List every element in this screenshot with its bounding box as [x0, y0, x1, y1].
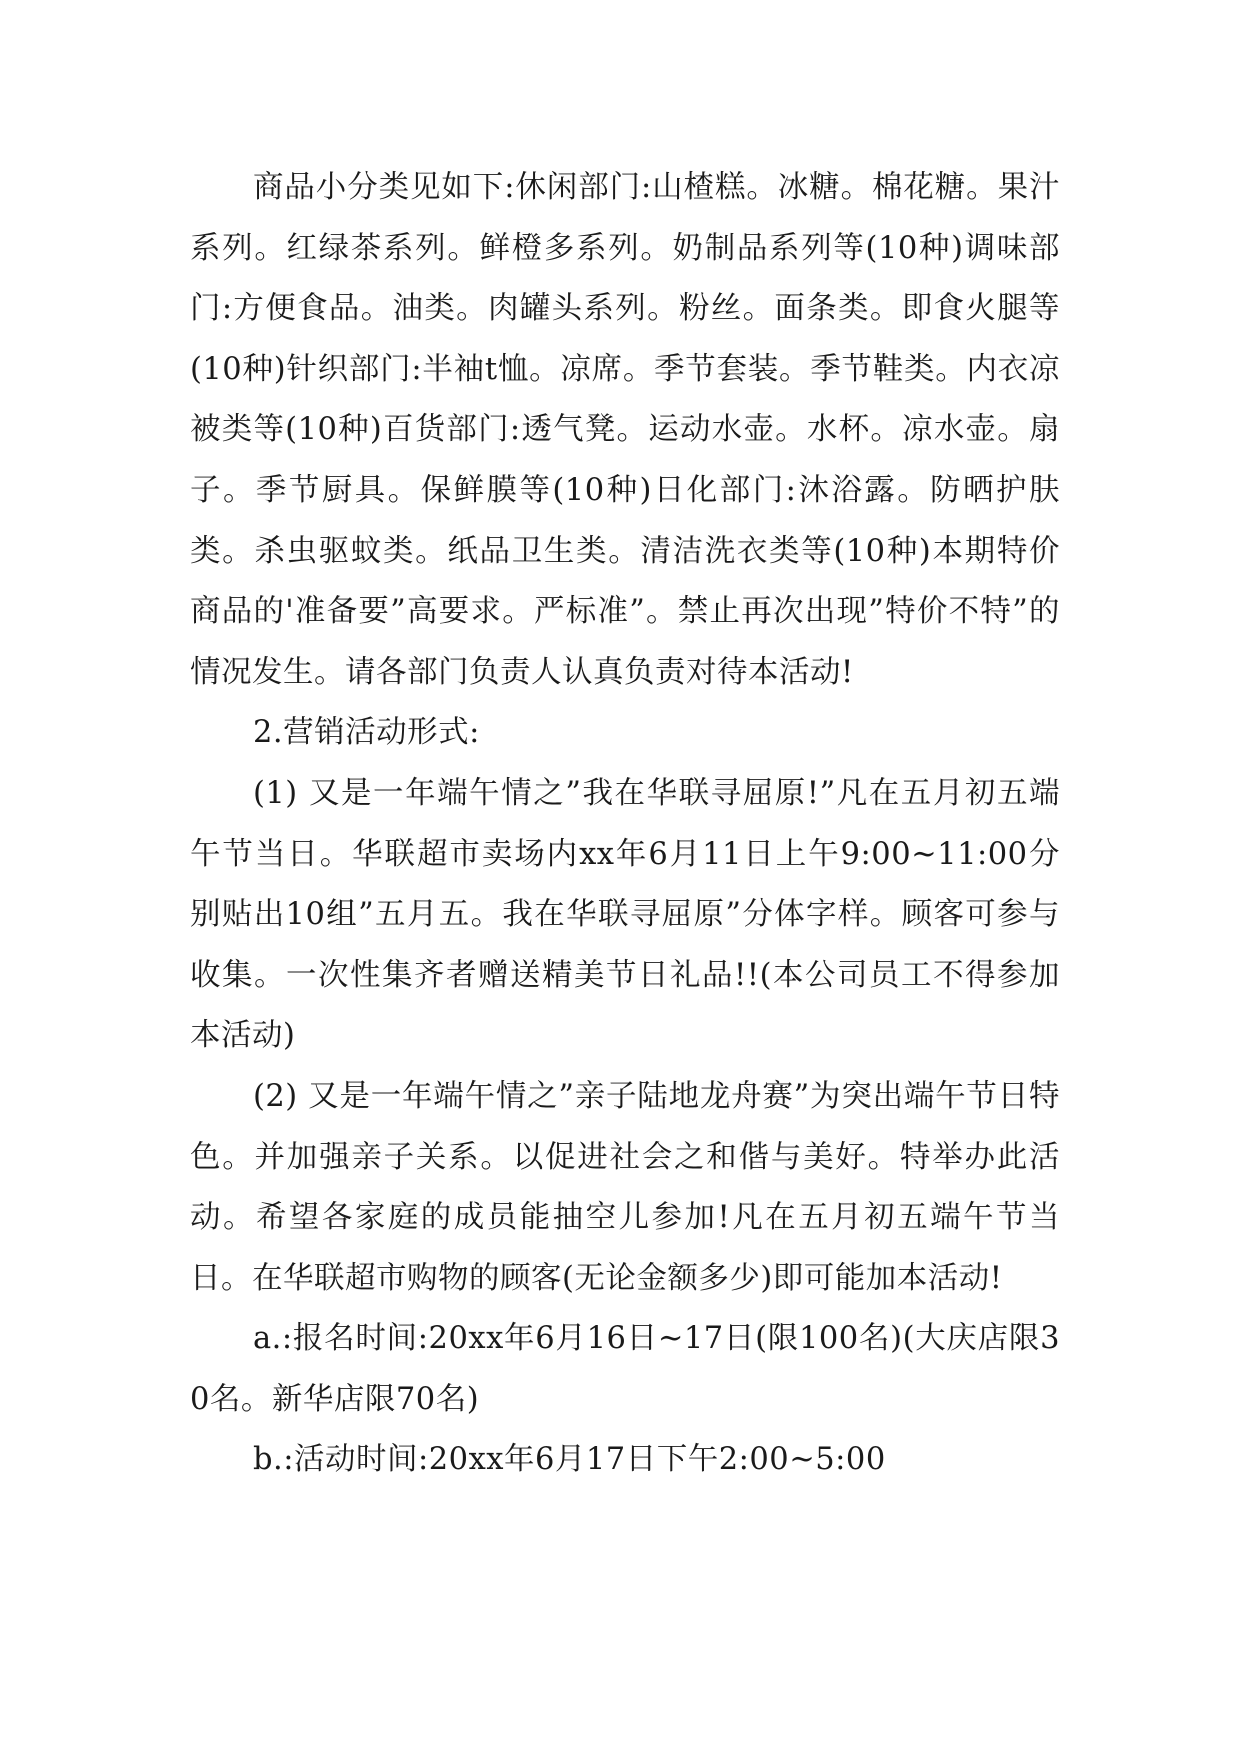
paragraph-activity-2: (2) 又是一年端午情之”亲子陆地龙舟赛”为突出端午节日特色。并加强亲子关系。以促进社会之和偕与美好。特举办此活动。希望各家庭的成员能抽空儿参加!凡在五月初五端午节当日。在华联超市购物的顾客(无论金额多少)即可能加本活动!: [190, 1078, 1060, 1296]
paragraph-activity-time: b.:活动时间:20xx年6月17日下午2:00~5:00: [253, 1442, 886, 1478]
document-body: [190, 158, 1060, 1491]
paragraph-activity-1: (1) 又是一年端午情之”我在华联寻屈原!”凡在五月初五端午节当日。华联超市卖场内xx年6月11日上午9:00~11:00分别贴出10组”五月五。我在华联寻屈原”分体字样。顾客可参与收集。一次性集齐者赠送精美节日礼品!!(本公司员工不得参加本活动): [190, 775, 1060, 1054]
paragraph-product-categories: 商品小分类见如下:休闲部门:山楂糕。冰糖。棉花糖。果汁系列。红绿茶系列。鲜橙多系列。奶制品系列等(10种)调味部门:方便食品。油类。肉罐头系列。粉丝。面条类。即食火腿等(10种)针织部门:半袖t恤。凉席。季节套装。季节鞋类。内衣凉被类等(10种)百货部门:透气凳。运动水壶。水杯。凉水壶。扇子。季节厨具。保鲜膜等(10种)日化部门:沐浴露。防晒护肤类。杀虫驱蚊类。纸品卫生类。清洁洗衣类等(10种)本期特价商品的'准备要”高要求。严标准”。禁止再次出现”特价不特”的情况发生。请各部门负责人认真负责对待本活动!: [190, 170, 1060, 690]
paragraph-registration-time: a.:报名时间:20xx年6月16日~17日(限100名)(大庆店限30名。新华店限70名): [190, 1321, 1060, 1417]
paragraph-section-heading: 2.营销活动形式:: [253, 715, 480, 751]
